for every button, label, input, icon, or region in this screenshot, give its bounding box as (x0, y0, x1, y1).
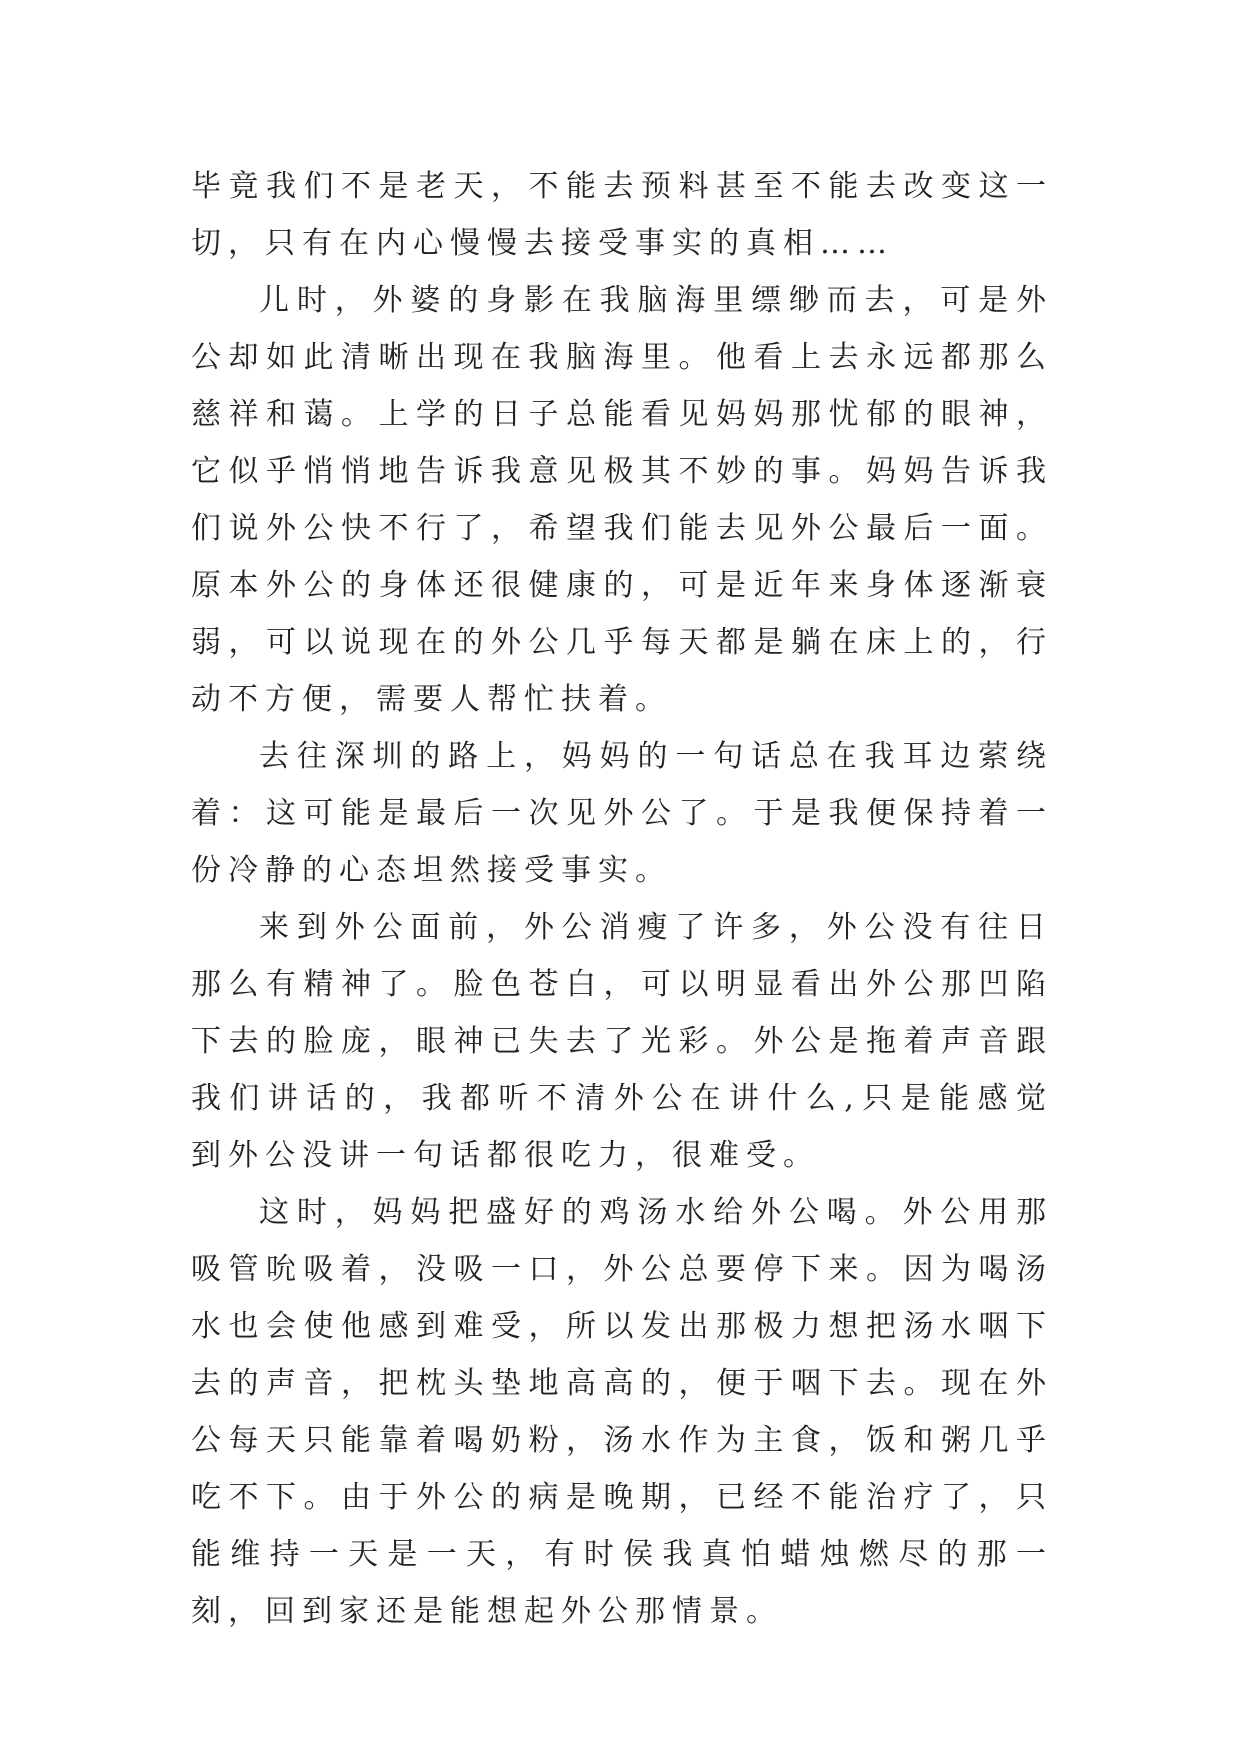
paragraph-2: 儿时，外婆的身影在我脑海里缥缈而去，可是外公却如此清晰出现在我脑海里。他看上去永远都那么慈祥和蔼。上学的日子总能看见妈妈那忧郁的眼神，它似乎悄悄地告诉我意见极其不妙的事。妈妈告诉我们说外公快不行了，希望我们能去见外公最后一面。原本外公的身体还很健康的，可是近年来身体逐渐衰弱，可以说现在的外公几乎每天都是躺在床上的，行动不方便，需要人帮忙扶着。 (191, 283, 1053, 717)
paragraph-5: 这时，妈妈把盛好的鸡汤水给外公喝。外公用那吸管吮吸着，没吸一口，外公总要停下来。因为喝汤水也会使他感到难受，所以发出那极力想把汤水咽下去的声音，把枕头垫地高高的，便于咽下去。现在外公每天只能靠着喝奶粉，汤水作为主食，饭和粥几乎吃不下。由于外公的病是晚期，已经不能治疗了，只能维持一天是一天，有时侯我真怕蜡烛燃尽的那一刻，回到家还是能想起外公那情景。 (191, 1195, 1053, 1629)
paragraph-3: 去往深圳的路上，妈妈的一句话总在我耳边萦绕着：这可能是最后一次见外公了。于是我便保持着一份冷静的心态坦然接受事实。 (191, 739, 1053, 888)
document-body (191, 158, 1053, 1640)
paragraph-1: 毕竟我们不是老天，不能去预料甚至不能去改变这一切，只有在内心慢慢去接受事实的真相…… (191, 169, 1053, 261)
paragraph-4: 来到外公面前，外公消瘦了许多，外公没有往日那么有精神了。脸色苍白，可以明显看出外公那凹陷下去的脸庞，眼神已失去了光彩。外公是拖着声音跟我们讲话的，我都听不清外公在讲什么,只是能感觉到外公没讲一句话都很吃力，很难受。 (191, 910, 1053, 1173)
